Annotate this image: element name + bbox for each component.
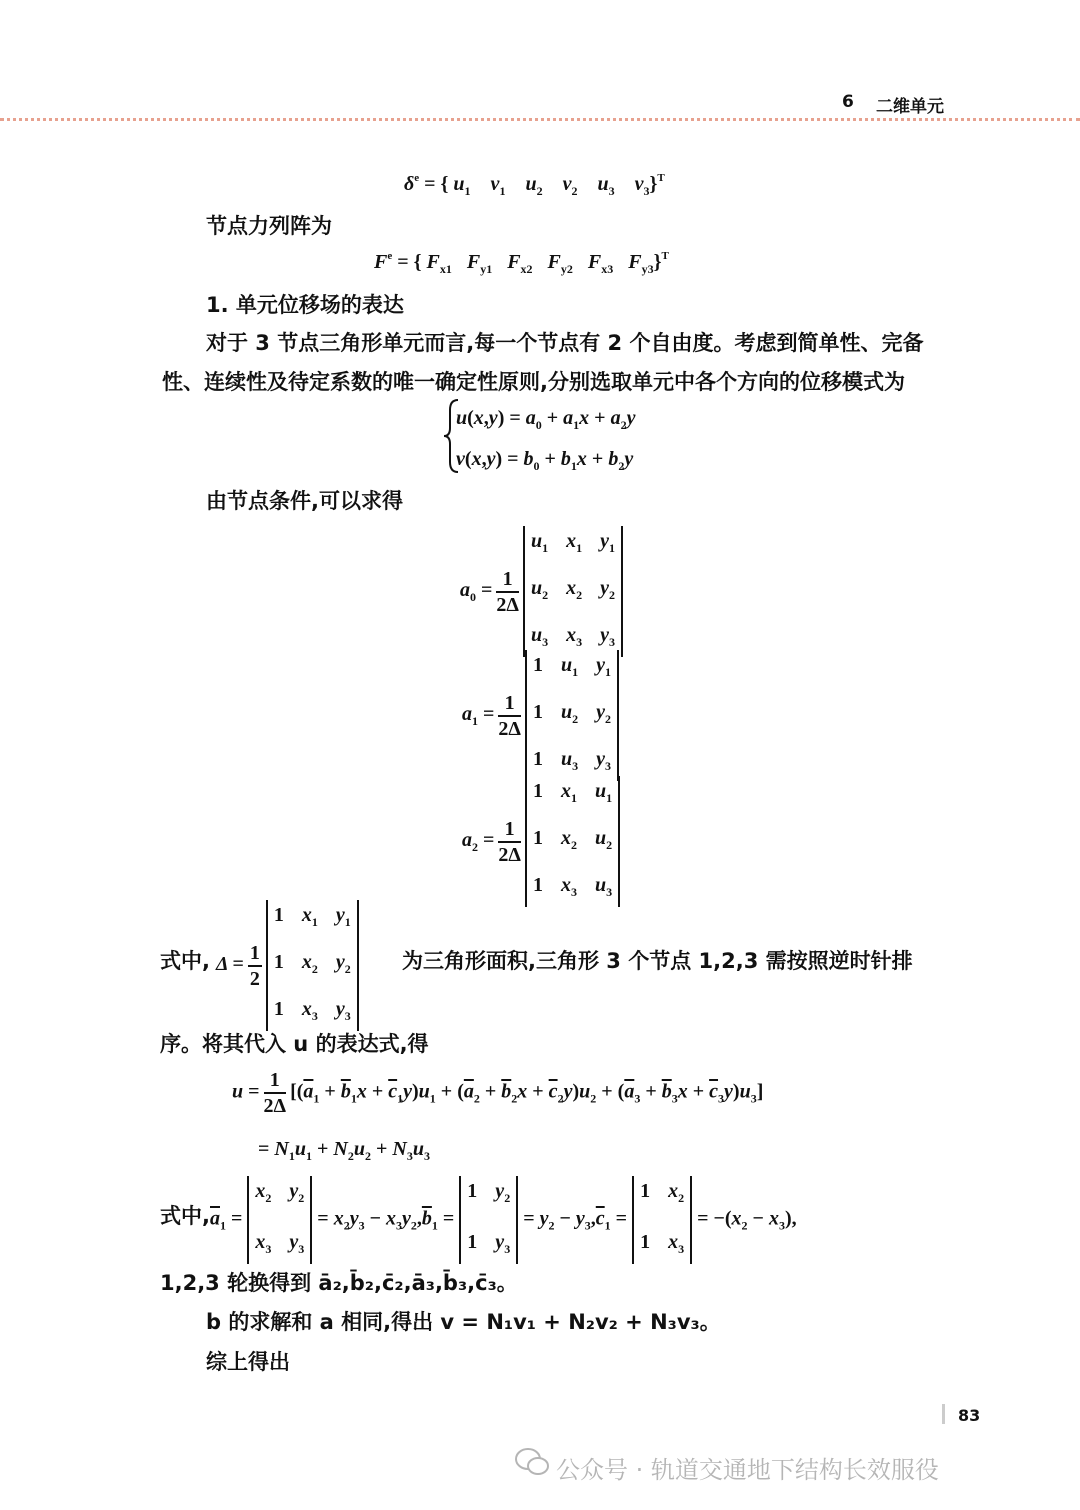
- node-force-vector-equation: $F^e$ = { $F_{x1}$ $F_{y1}$ $F_{x2}$ $F_{y2}$ $F_{x3}$ $F_{y3}\}^T$: [374, 250, 669, 276]
- watermark-text: 公众号 · 轨道交通地下结构长效服役: [556, 1456, 939, 1484]
- chapter-number: 6: [842, 92, 854, 112]
- where-prefix: 式中,: [160, 1204, 210, 1228]
- summary-text: 综上得出: [206, 1350, 290, 1374]
- u-expression: u = $\frac{1}{2\Delta}$ $[(\overline{a}_1 + \overline{b}_1x + \overline{c}_1y)u_1 + (\overline{a}_2 + \overline{b}_2x + \overline{c}_2y)u_2 + (\overline{a}_3 + \overline{b}_3x + \overline{c}_3y)u_3]$: [232, 1069, 764, 1117]
- a1-equation: $a_1$ = $\frac{1}{2\Delta}$ 1 $u_1$ $y_1$ 1 $u_2$ $y_2$ 1 $u_3$ $y_3$: [462, 650, 619, 781]
- paragraph-line: 性、连续性及待定系数的唯一确定性原则,分别选取单元中各个方向的位移模式为: [162, 370, 905, 394]
- v-mode-equation: $v(x,y) = b_0 + b_1x + b_2y$: [456, 448, 634, 473]
- coefficient-definitions: $\overline{a}_1$ = $x_2$ $y_2$ $x_3$ $y_3$ = $x_2y_3 - x_3y_2,\overline{b}_1$ = 1 $y_2$ 1 $y_3$ = $y_2 - y_3,\overline{c}_1$ = 1 $x_2$ 1 $x_3$ = $-(x_2 - x_3)$,: [210, 1176, 797, 1264]
- u-shape-function-form: = $N_1u_1 + N_2u_2 + N_3u_3$: [258, 1138, 430, 1163]
- u-mode-equation: $u(x,y) = a_0 + a_1x + a_2y$: [456, 407, 636, 432]
- area-determinant: Δ = $\frac{1}{2}$ 1 $x_1$ $y_1$ 1 $x_2$ $y_2$ 1 $x_3$ $y_3$: [216, 900, 359, 1031]
- node-condition-text: 由节点条件,可以求得: [206, 489, 403, 513]
- area-description: 为三角形面积,三角形 3 个节点 1,2,3 需按照逆时针排: [402, 949, 913, 973]
- b-solution-line: b 的求解和 a 相同,得出 v = N₁v₁ + N₂v₂ + N₃v₃。: [206, 1310, 721, 1334]
- paragraph-line: 对于 3 节点三角形单元而言,每一个节点有 2 个自由度。考虑到简单性、完备: [206, 331, 924, 355]
- page-number: 83: [958, 1406, 981, 1425]
- page-number-rule: [942, 1404, 945, 1424]
- order-line: 序。将其代入 u 的表达式,得: [160, 1032, 429, 1056]
- node-force-intro: 节点力列阵为: [206, 214, 332, 238]
- where-prefix: 式中,: [160, 949, 210, 973]
- wechat-icon: [514, 1446, 550, 1478]
- rotation-line: 1,2,3 轮换得到 ā₂,b̄₂,c̄₂,ā₃,b̄₃,c̄₃。: [160, 1271, 518, 1295]
- chapter-title: 二维单元: [876, 97, 944, 117]
- section-heading: 1. 单元位移场的表达: [206, 293, 404, 317]
- a0-equation: $a_0$ = $\frac{1}{2\Delta}$ $u_1$ $x_1$ $y_1$ $u_2$ $x_2$ $y_2$ $u_3$ $x_3$ $y_3$: [460, 526, 623, 657]
- header-divider: [0, 118, 1080, 121]
- displacement-vector-equation: $\delta^e$ = { $u_1$ $v_1$ $u_2$ $v_2$ $u_3$ $v_3\}^T$: [404, 172, 665, 198]
- a2-equation: $a_2$ = $\frac{1}{2\Delta}$ 1 $x_1$ $u_1$ 1 $x_2$ $u_2$ 1 $x_3$ $u_3$: [462, 776, 620, 907]
